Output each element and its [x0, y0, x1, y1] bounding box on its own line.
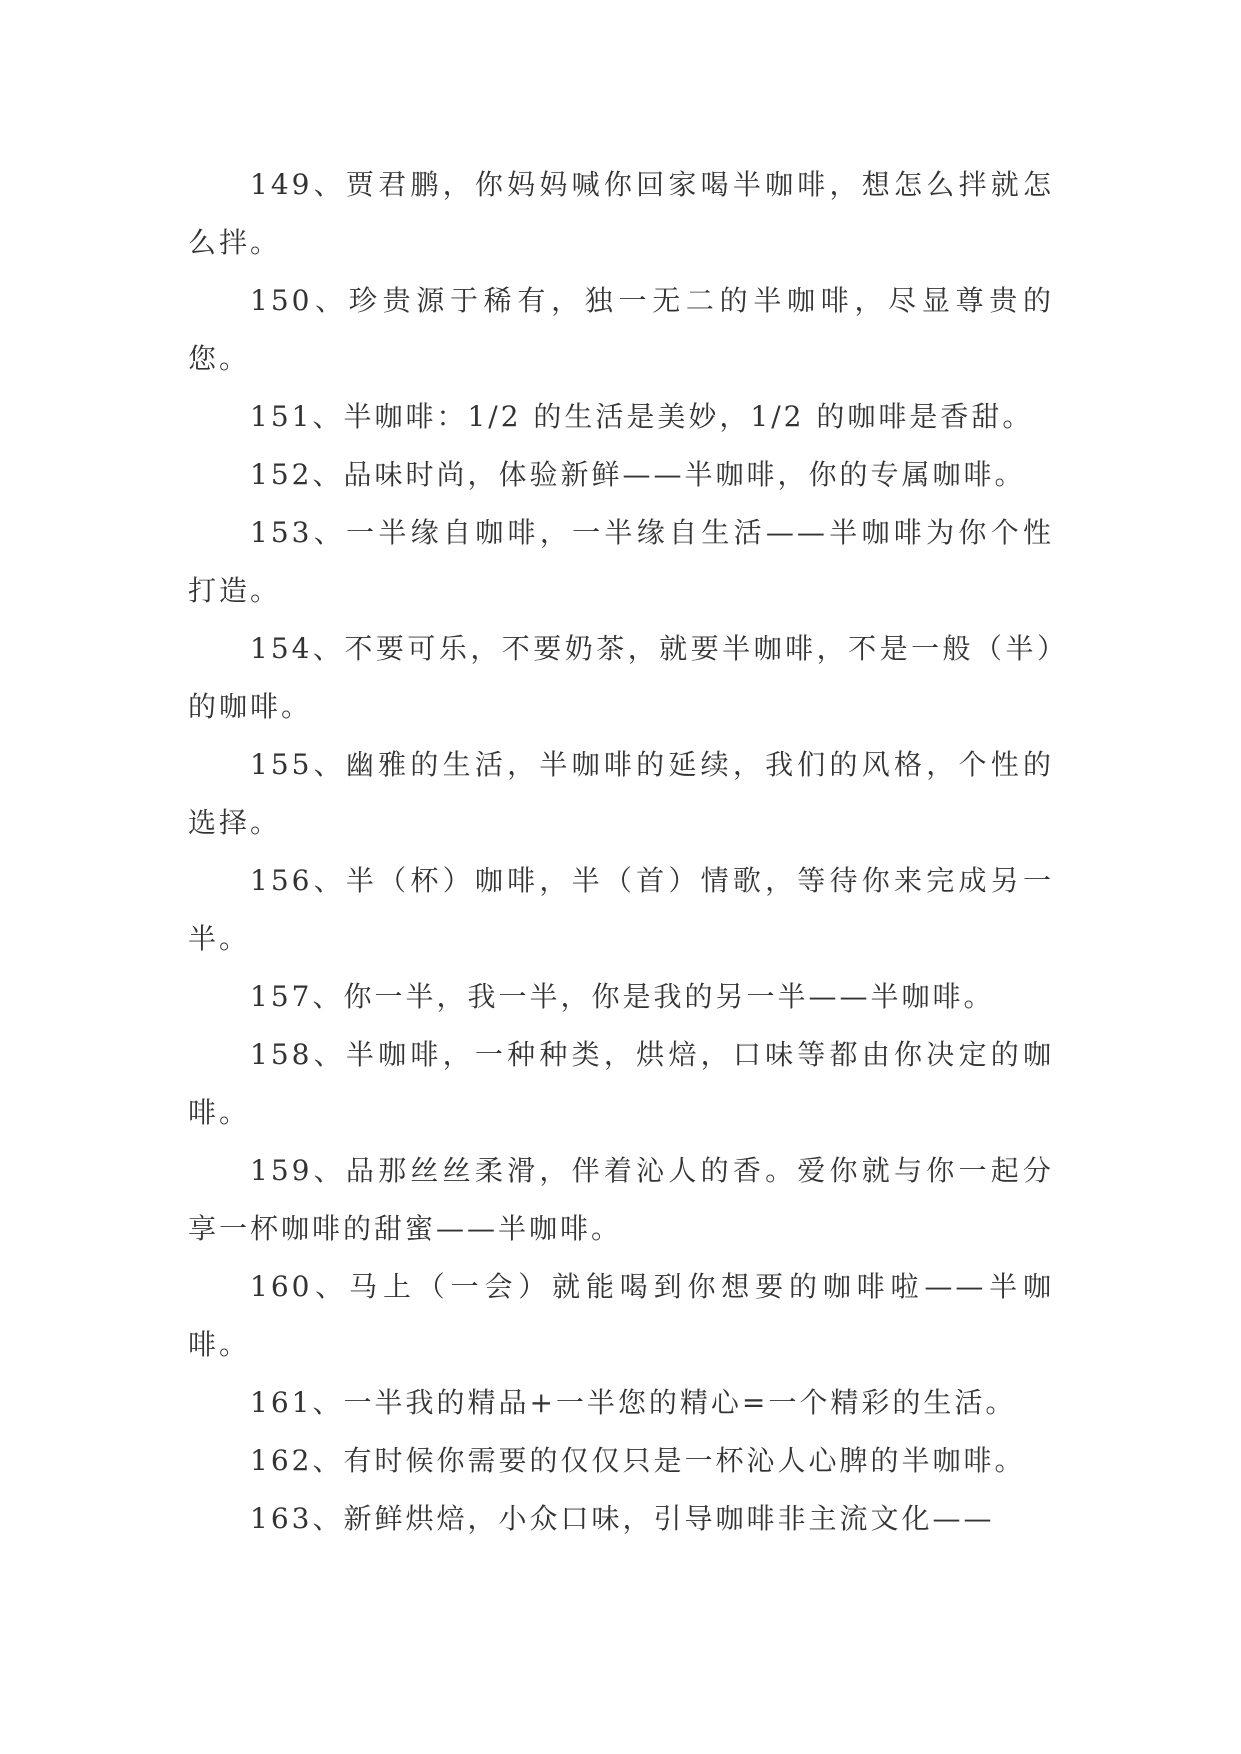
slogan-paragraph-157: 157、你一半，我一半，你是我的另一半——半咖啡。 [250, 980, 995, 1013]
slogan-paragraph-160: 160、马上（一会）就能喝到你想要的咖啡啦——半咖啡。 [188, 1270, 1054, 1361]
slogan-paragraph-150: 150、珍贵源于稀有，独一无二的半咖啡，尽显尊贵的您。 [188, 284, 1054, 375]
slogan-paragraph-154: 154、不要可乐，不要奶茶，就要半咖啡，不是一般（半）的咖啡。 [188, 632, 1054, 723]
slogan-paragraph-163: 163、新鲜烘焙，小众口味，引导咖啡非主流文化—— [250, 1502, 995, 1535]
slogan-paragraph-161: 161、一半我的精品+一半您的精心=一个精彩的生活。 [250, 1386, 1017, 1419]
slogan-paragraph-155: 155、幽雅的生活，半咖啡的延续，我们的风格，个性的选择。 [188, 748, 1054, 839]
slogan-paragraph-153: 153、一半缘自咖啡，一半缘自生活——半咖啡为你个性打造。 [188, 516, 1054, 607]
slogan-paragraph-162: 162、有时候你需要的仅仅只是一杯沁人心脾的半咖啡。 [250, 1444, 1026, 1477]
slogan-paragraph-156: 156、半（杯）咖啡，半（首）情歌，等待你来完成另一半。 [188, 864, 1054, 955]
slogan-paragraph-152: 152、品味时尚，体验新鲜——半咖啡，你的专属咖啡。 [250, 458, 1026, 491]
document-body [188, 156, 1054, 1548]
slogan-paragraph-149: 149、贾君鹏，你妈妈喊你回家喝半咖啡，想怎么拌就怎么拌。 [188, 168, 1054, 259]
slogan-paragraph-158: 158、半咖啡，一种种类，烘焙，口味等都由你决定的咖啡。 [188, 1038, 1054, 1129]
slogan-paragraph-159: 159、品那丝丝柔滑，伴着沁人的香。爱你就与你一起分享一杯咖啡的甜蜜——半咖啡。 [188, 1154, 1054, 1245]
slogan-paragraph-151: 151、半咖啡：1/2 的生活是美妙，1/2 的咖啡是香甜。 [250, 400, 1034, 433]
